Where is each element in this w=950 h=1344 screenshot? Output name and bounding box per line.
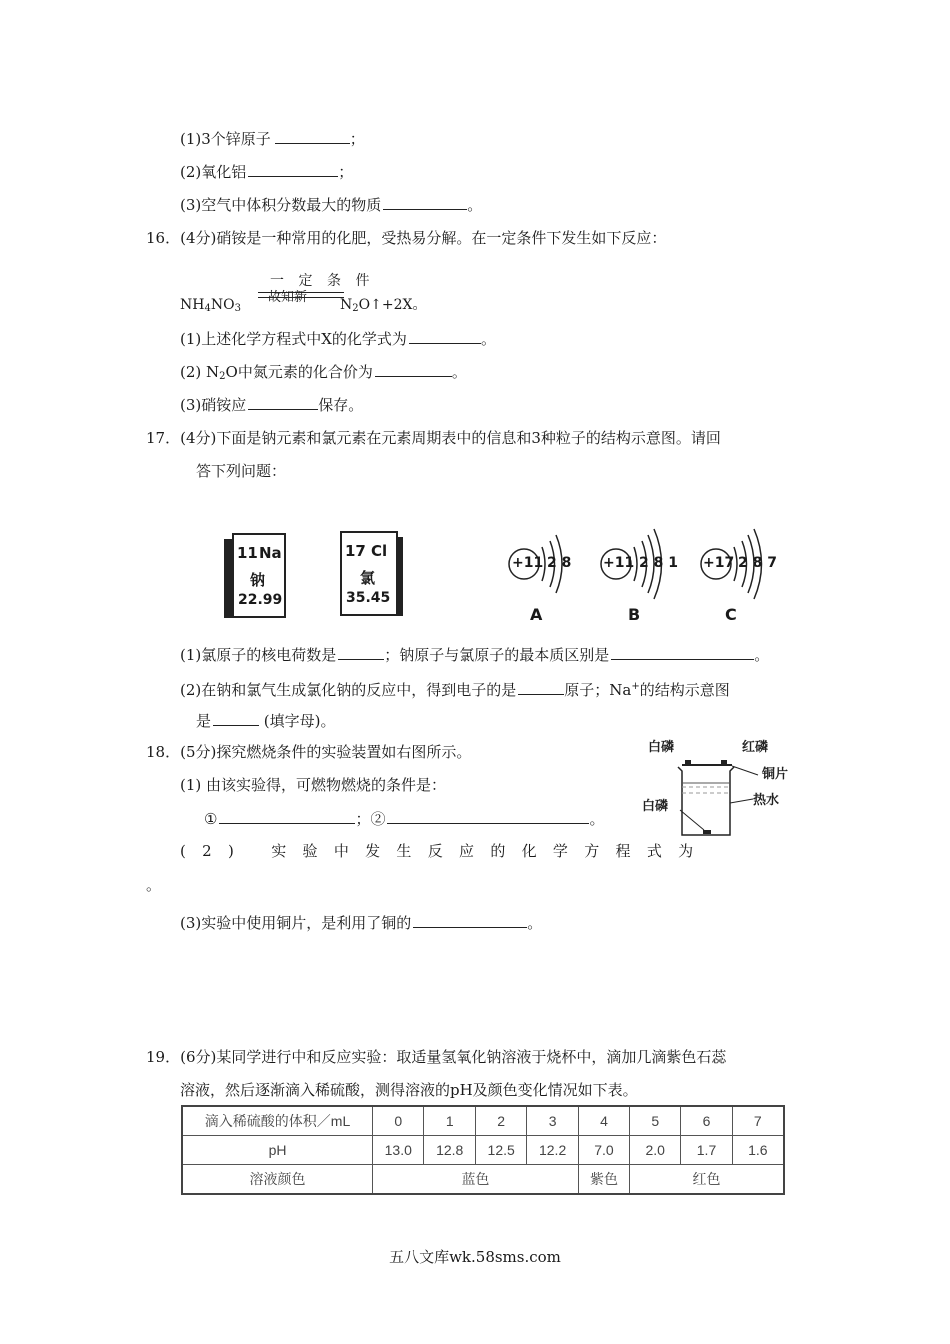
- table-cell: 2.0: [630, 1136, 681, 1165]
- reactant: [180, 294, 241, 320]
- circle-number-1: ①: [204, 810, 218, 828]
- q15-item-3-text: (3)空气中体积分数最大的物质: [180, 196, 382, 214]
- table-cell: 0: [373, 1106, 424, 1136]
- table-cell: 2: [475, 1106, 526, 1136]
- answer-blank[interactable]: [219, 807, 355, 824]
- reactant-sub: 4: [204, 303, 211, 314]
- table-cell: 3: [527, 1106, 578, 1136]
- q16-item-2-text: O中氮元素的化合价为: [225, 363, 373, 381]
- q16-item-1-text: (1)上述化学方程式中X的化学式为: [180, 330, 407, 348]
- products: [340, 294, 426, 320]
- q16-item-2: [180, 360, 467, 388]
- atomic-mass: 35.45: [346, 590, 391, 606]
- table-cell: 12.8: [424, 1136, 475, 1165]
- answer-blank[interactable]: [383, 193, 467, 210]
- table-row-header: 滴入稀硫酸的体积／mL: [182, 1106, 373, 1136]
- q15-item-1: [180, 127, 365, 150]
- table-cell: 12.5: [475, 1136, 526, 1165]
- table-cell: 红色: [630, 1165, 784, 1195]
- tile-face: [340, 531, 398, 616]
- table-cell: 蓝色: [373, 1165, 579, 1195]
- q15-item-3-end: 。: [467, 196, 483, 214]
- page-footer: 五八文库wk.58sms.com: [389, 1248, 561, 1266]
- answer-blank[interactable]: [611, 643, 754, 660]
- tile-side: [224, 539, 232, 618]
- label-red-phosphorus: 红磷: [742, 740, 769, 755]
- q17-item-2: [180, 676, 730, 701]
- atom-a-label: A: [530, 605, 543, 624]
- table-row: [182, 1106, 784, 1136]
- reactant-part: NH: [180, 297, 205, 313]
- q17-item-2-text: (填字母)。: [259, 712, 336, 730]
- q16-item-3: [180, 393, 363, 416]
- q17-item-2-text: (2)在钠和氯气生成氯化钠的反应中，得到电子的是: [180, 681, 517, 699]
- q16-item-2-end: 。: [451, 363, 467, 381]
- product-sub: 2: [352, 303, 359, 314]
- element-tile-sodium: [224, 533, 286, 618]
- answer-blank[interactable]: [213, 709, 259, 726]
- ph-data-table: [181, 1105, 785, 1195]
- beaker: [678, 767, 734, 835]
- answer-blank[interactable]: [518, 678, 564, 695]
- label-copper-sheet: 铜片: [762, 767, 789, 782]
- q17-item-2-line-2: [196, 709, 336, 732]
- reactant-part: NO: [210, 297, 235, 313]
- answer-blank[interactable]: [275, 127, 350, 144]
- table-cell: 1.7: [681, 1136, 732, 1165]
- electron-shell: [734, 547, 737, 581]
- table-cell: 紫色: [578, 1165, 629, 1195]
- atom-c-label: C: [725, 605, 737, 624]
- q18-stem: 18．(5分)探究燃烧条件的实验装置如右图所示。: [146, 743, 472, 761]
- table-row: [182, 1136, 784, 1165]
- atomic-number: 17: [345, 542, 366, 560]
- q17-stem-line-2: 答下列问题：: [196, 462, 287, 480]
- table-cell: 6: [681, 1106, 732, 1136]
- answer-blank[interactable]: [375, 360, 452, 377]
- q18-item-2: (2) 实验中发生反应的化学方程式为: [180, 842, 710, 860]
- label-hot-water: 热水: [753, 793, 780, 808]
- atom-b-label: B: [628, 605, 641, 624]
- element-name: 钠: [250, 571, 266, 589]
- q16-stem: 16．(4分)硝铵是一种常用的化肥，受热易分解。在一定条件下发生如下反应：: [146, 229, 667, 247]
- product-part: O↑+2X。: [358, 297, 427, 313]
- table-cell: 4: [578, 1106, 629, 1136]
- atom-b-shells: 2 8 1: [639, 555, 678, 571]
- atom-b-nucleus: +11: [603, 555, 635, 571]
- q17-item-2-text: 的结构示意图: [639, 681, 730, 699]
- answer-blank[interactable]: [409, 327, 481, 344]
- q16-item-2-sub: 2: [219, 371, 226, 382]
- atomic-number: 11: [237, 544, 258, 562]
- q18-item-3-text: (3)实验中使用铜片，是利用了铜的: [180, 914, 412, 932]
- element-symbol: Cl: [371, 542, 388, 560]
- q18-item-2-tail: 。: [146, 876, 162, 894]
- q15-item-2-text: (2)氧化铝: [180, 163, 247, 181]
- label-white-phosphorus-bottom: 白磷: [642, 799, 669, 814]
- table-cell: 1.6: [732, 1136, 784, 1165]
- element-name: 氯: [360, 569, 376, 587]
- table-cell: 12.2: [527, 1136, 578, 1165]
- product-part: N: [340, 297, 353, 313]
- table-cell: 5: [630, 1106, 681, 1136]
- q15-item-2: [180, 160, 353, 183]
- answer-blank[interactable]: [387, 807, 589, 824]
- white-phosphorus-top: [685, 760, 691, 764]
- q17-item-2-text: 原子；Na: [564, 681, 632, 699]
- table-cell: 13.0: [373, 1136, 424, 1165]
- pointer-line: [732, 766, 758, 775]
- white-phosphorus-bottom: [703, 830, 711, 834]
- q17-item-2-text: 是: [196, 712, 212, 730]
- q17-stem-line-1: 17．(4分)下面是钠元素和氯元素在元素周期表中的信息和3种粒子的结构示意图。请回: [146, 429, 721, 447]
- atomic-mass: 22.99: [238, 592, 283, 608]
- answer-blank[interactable]: [248, 160, 338, 177]
- answer-blank[interactable]: [338, 643, 384, 660]
- atom-a-shells: 2 8: [547, 555, 572, 571]
- electron-shell: [634, 547, 637, 581]
- q18-item-1-end: 。: [589, 810, 605, 828]
- pointer-line: [680, 810, 704, 830]
- reactant-sub: 3: [234, 303, 241, 314]
- q18-item-1-answers: [204, 807, 604, 830]
- q17-item-1: [180, 643, 769, 666]
- q19-stem-line-2: 溶液，然后逐渐滴入稀硫酸，测得溶液的pH及颜色变化情况如下表。: [180, 1081, 638, 1099]
- separator: ；②: [355, 810, 386, 828]
- tile-face: [232, 533, 286, 618]
- q18-item-3-end: 。: [527, 914, 543, 932]
- pointer-line: [730, 799, 753, 803]
- q15-item-3: [180, 193, 482, 216]
- table-row: [182, 1165, 784, 1195]
- table-cell: 1: [424, 1106, 475, 1136]
- q18-item-3: [180, 911, 542, 934]
- table-row-header: 溶液颜色: [182, 1165, 373, 1195]
- label-white-phosphorus-top: 白磷: [648, 740, 675, 755]
- q17-item-2-sup: +: [631, 681, 640, 692]
- answer-blank[interactable]: [413, 911, 527, 928]
- table-cell: 7.0: [578, 1136, 629, 1165]
- q15-item-1-text: (1)3个锌原子: [180, 130, 271, 148]
- q19-stem-line-1: 19．(6分)某同学进行中和反应实验：取适量氢氧化钠溶液于烧杯中，滴加几滴紫色石蕊: [146, 1048, 727, 1066]
- q16-item-2-text: (2) N: [180, 363, 220, 381]
- q17-item-1-text: ；钠原子与氯原子的最本质区别是: [384, 646, 610, 664]
- element-tile-chlorine: [334, 531, 406, 616]
- element-symbol: Na: [259, 544, 282, 562]
- table-cell: 7: [732, 1106, 784, 1136]
- q18-item-1: (1) 由该实验得，可燃物燃烧的条件是：: [180, 776, 447, 794]
- atom-c-shells: 2 8 7: [738, 555, 777, 571]
- q16-item-3-text: (3)硝铵应: [180, 396, 247, 414]
- atom-a-nucleus: +11: [512, 555, 544, 571]
- table-row-header: pH: [182, 1136, 373, 1165]
- struck-text: 故知新: [268, 290, 308, 305]
- q17-item-1-end: 。: [754, 646, 770, 664]
- q16-item-3-end: 保存。: [318, 396, 364, 414]
- atom-c-nucleus: +17: [703, 555, 735, 571]
- q15-item-2-end: ；: [338, 163, 354, 181]
- reaction-condition: 一定条件: [270, 273, 384, 289]
- q15-item-1-end: ；: [349, 130, 365, 148]
- q16-item-1-end: 。: [480, 330, 496, 348]
- answer-blank[interactable]: [248, 393, 318, 410]
- red-phosphorus: [721, 760, 727, 764]
- q16-item-1: [180, 327, 496, 350]
- q17-item-1-text: (1)氯原子的核电荷数是: [180, 646, 337, 664]
- reaction-arrow-line-2: [258, 297, 344, 298]
